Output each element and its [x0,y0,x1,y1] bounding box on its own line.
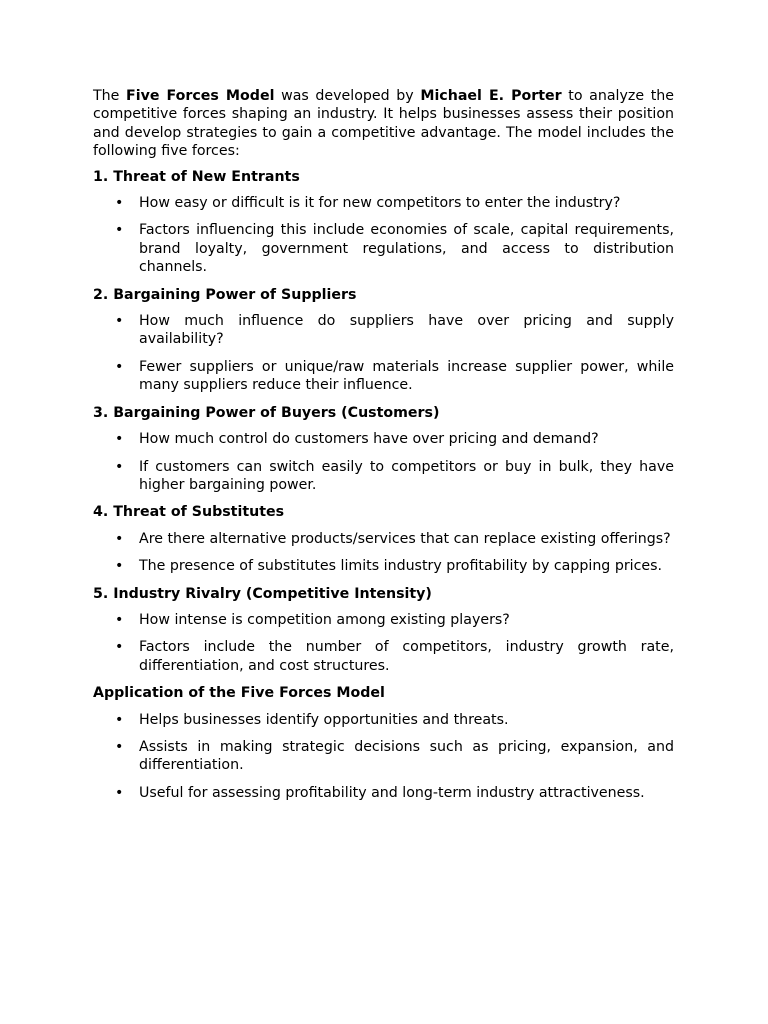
list-item-text: If customers can switch easily to competitors or buy in bulk, they have higher bargaining power. [139,458,674,493]
list-item [93,194,674,212]
list-item-text: Factors include the number of competitors, industry growth rate, differentiation, and cost structures. [139,639,674,674]
list-item-text: Useful for assessing profitability and long-term industry attractiveness. [139,784,645,801]
intro-paragraph [93,87,674,161]
bullet-icon: • [115,611,124,628]
bullet-list [93,312,674,395]
bullet-icon: • [115,530,124,547]
list-item-text: Factors influencing this include economies of scale, capital requirements, brand loyalty, government regulations, and access to distribution channels. [139,222,674,276]
bullet-list [93,430,674,494]
section-heading: 3. Bargaining Power of Buyers (Customers) [93,404,440,421]
section-heading: 1. Threat of New Entrants [93,168,300,185]
document-body [93,87,674,811]
list-item-text: Assists in making strategic decisions such as pricing, expansion, and differentiation. [139,738,674,774]
list-item-text: How much control do customers have over pricing and demand? [139,431,599,448]
list-item [93,458,674,495]
bullet-icon: • [115,784,124,801]
list-item [93,738,674,775]
list-item-text: How easy or difficult is it for new competitors to enter the industry? [139,195,621,212]
bullet-list [93,530,674,576]
list-item [93,557,674,575]
bullet-icon: • [115,458,124,475]
list-item [93,784,674,802]
list-item-text: The presence of substitutes limits industry profitability by capping prices. [139,558,663,575]
section-heading: 5. Industry Rivalry (Competitive Intensity) [93,585,432,602]
bullet-list [93,711,674,803]
bullet-icon: • [115,558,124,575]
bullet-icon: • [115,313,124,330]
section-heading: 4. Threat of Substitutes [93,504,285,521]
bullet-list [93,611,674,675]
list-item-text: Helps businesses identify opportunities and threats. [139,711,509,728]
list-item [93,430,674,448]
list-item-text: How much influence do suppliers have over pricing and supply availability? [139,313,674,348]
list-item [93,611,674,629]
author-name: Michael E. Porter [420,88,562,104]
bullet-icon: • [115,358,124,375]
intro-text-2: was developed by [274,88,421,104]
list-item [93,530,674,548]
list-item [93,221,674,276]
bullet-icon: • [115,711,124,728]
section-heading: 2. Bargaining Power of Suppliers [93,286,357,303]
list-item [93,312,674,349]
list-item-text: Fewer suppliers or unique/raw materials increase supplier power, while many suppliers reduce their influence. [139,358,674,394]
intro-text-1: The [93,88,127,104]
list-item [93,638,674,675]
list-item-text: How intense is competition among existing players? [139,611,510,628]
list-item [93,358,674,395]
bullet-icon: • [115,431,124,448]
list-item-text: Are there alternative products/services that can replace existing offerings? [139,530,671,547]
bullet-icon: • [115,195,124,212]
bullet-list [93,194,674,277]
list-item [93,711,674,729]
model-name: Five Forces Model [126,88,275,104]
section-heading: Application of the Five Forces Model [93,685,385,702]
bullet-icon: • [115,738,124,755]
bullet-icon: • [115,639,124,656]
bullet-icon: • [115,222,124,239]
intro-text-3: to analyze the competitive forces shaping an industry. It helps businesses assess their position and develop strategies to gain a competitive advantage. The model includes the following five forces: [93,88,674,160]
